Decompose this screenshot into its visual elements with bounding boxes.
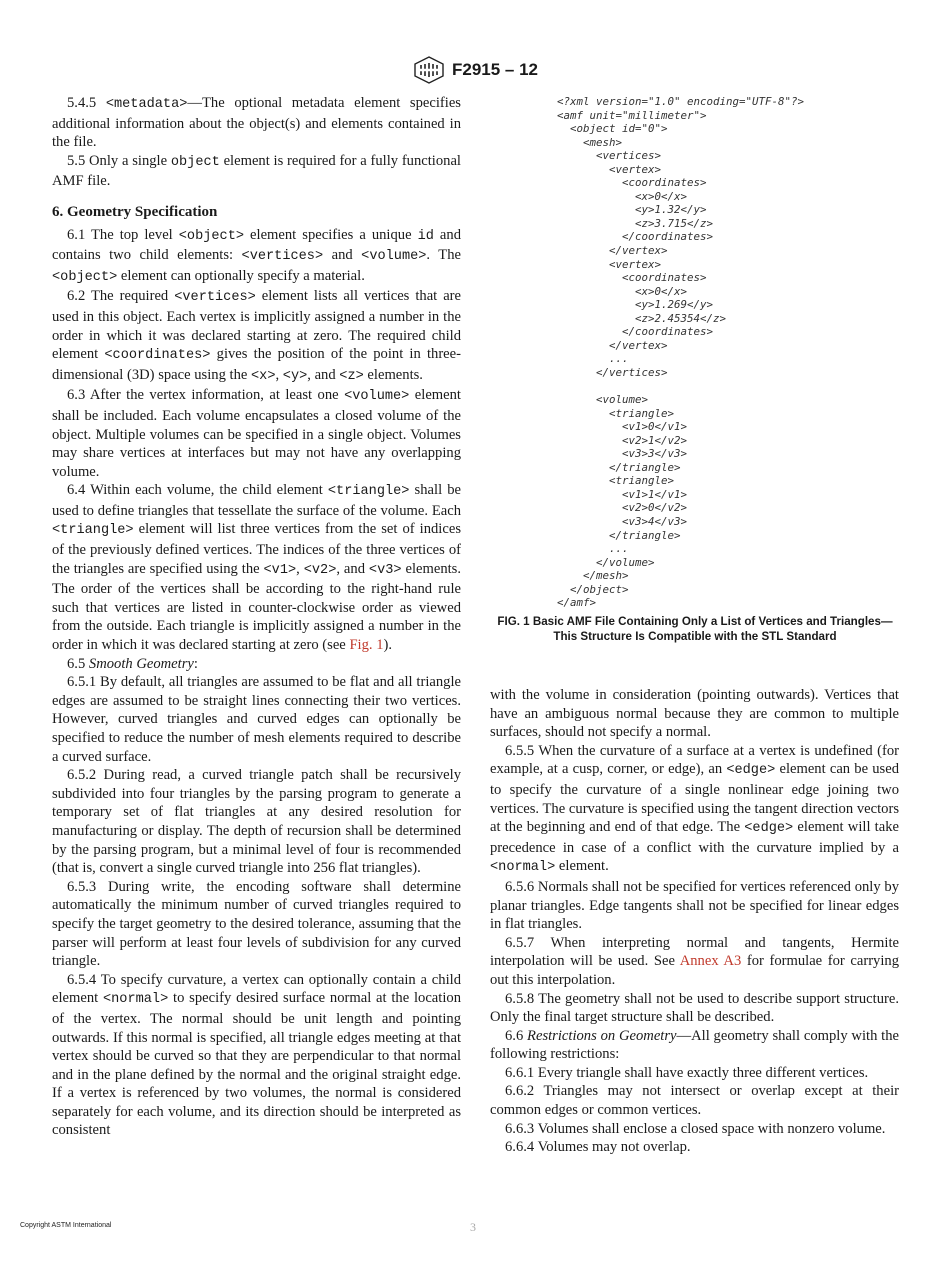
code-line: <v2>1</v2>: [557, 433, 688, 447]
code-line: <v3>3</v3>: [557, 447, 688, 461]
code-line: </amf>: [557, 596, 597, 610]
paragraph-6-5-5: 6.5.5 When the curvature of a surface at a vertex is undefined (for example, at a cusp, corner, or edge), an <edge> element can be used to specify the curvature of a single nonlinear edge joining two vertices. The curvature is specified using the tangent direction vectors at the beginning and end of that edge. The <edge> element will take precedence in case of a conflict with the curvature implied by a <normal> element.: [490, 742, 900, 876]
code-line: <z>3.715</z>: [557, 216, 714, 230]
code-line: <coordinates>: [557, 176, 707, 190]
code-line: </vertices>: [557, 365, 668, 379]
paragraph-6-6-4: 6.6.4 Volumes may not overlap.: [505, 1139, 691, 1156]
code-line: <x>0</x>: [557, 284, 688, 298]
paragraph-6-5-3: 6.5.3 During write, the encoding software shall determine automatically the minimum number of curved triangles required to specify the target geometry to the desired tolerance, assuming that the parser will perform at least four levels of subdivision for any curved triangle.: [52, 878, 461, 970]
code-line: <y>1.269</y>: [557, 298, 714, 312]
code-line: <z>2.45354</z>: [557, 311, 727, 325]
code-line: <triangle>: [557, 474, 675, 488]
paragraph-6-6-1: 6.6.1 Every triangle shall have exactly three different vertices.: [505, 1064, 869, 1081]
code-line: </triangle>: [557, 460, 681, 474]
paragraph-6-5-6: 6.5.6 Normals shall not be specified for vertices referenced only by planar triangles. Edge tangents shall not be specified for linear edges in flat triangles.: [490, 878, 899, 933]
code-line: <object id="0">: [557, 122, 668, 136]
code-line: <coordinates>: [557, 271, 707, 285]
paragraph-6-4: 6.4 Within each volume, the child element <triangle> shall be used to define triangles that tessellate the surface of the volume. Each <triangle> element will list three vertices from the set of indices of the previously defined vertices. The indices of the three vertices of the triangles are specified using the <v1>, <v2>, and <v3> elements. The order of the vertices shall be according to the right-hand rule such that vertices are listed in counter-clockwise order as viewed from the outside. Each triangle is implicitly assigned a number in the order in which it was declared starting at zero (see Fig. 1).: [52, 482, 461, 654]
paragraph-6-2: 6.2 The required <vertices> element lists all vertices that are used in this object. Each vertex is implicitly assigned a number in the order in which it was declared starting at zero. The required child element <coordinates> gives the position of the point in three-dimensional (3D) space using the <x>, <y>, and <z> elements.: [52, 288, 462, 384]
code-line: <vertices>: [557, 149, 662, 163]
code-line: [557, 379, 917, 393]
code-line: </coordinates>: [557, 230, 714, 244]
section-heading-6: 6. Geometry Specification: [52, 203, 218, 220]
code-line: <v1>1</v1>: [557, 487, 688, 501]
code-line: <v3>4</v3>: [557, 514, 688, 528]
code-line: </triangle>: [557, 528, 681, 542]
left-column: [52, 94, 461, 1140]
paragraph-6-5-7: 6.5.7 When interpreting normal and tangents, Hermite interpolation will be used. See Annex A3 for formulae for carrying out this interpolation.: [490, 934, 899, 988]
code-line: <v1>0</v1>: [557, 420, 688, 434]
paragraph-6-6: 6.6 Restrictions on Geometry—All geometry shall comply with the following restrictions:: [490, 1027, 899, 1063]
figure-caption: FIG. 1 Basic AMF File Containing Only a List of Vertices and Triangles—This Structure Is Compatible with the STL Standard: [497, 615, 893, 643]
document-title: F2915 – 12: [451, 60, 538, 79]
paragraph-6-6-3: 6.6.3 Volumes shall enclose a closed space with nonzero volume.: [505, 1120, 886, 1137]
code-line: </vertex>: [557, 244, 668, 258]
code-line: <?xml version="1.0" encoding="UTF-8"?>: [557, 95, 805, 108]
right-column: [490, 686, 899, 1157]
code-line: </vertex>: [557, 338, 668, 352]
paragraph-6-5-1: 6.5.1 By default, all triangles are assumed to be flat and all triangle edges are assumed to be straight lines connecting their two vertices. However, curved triangles and curved edges can optionally be specified to reduce the number of mesh elements required to describe a curved surface.: [52, 674, 461, 765]
code-line: <amf unit="millimeter">: [557, 108, 707, 122]
code-line: </mesh>: [557, 569, 629, 583]
paragraph-6-5: 6.5 Smooth Geometry:: [67, 655, 198, 672]
code-line: <triangle>: [557, 406, 675, 420]
code-line: <y>1.32</y>: [557, 203, 707, 217]
page-number: 3: [470, 1220, 476, 1234]
code-line: <v2>0</v2>: [557, 501, 688, 515]
code-line: <vertex>: [557, 257, 662, 271]
paragraph-6-3: 6.3 After the vertex information, at least one <volume> element shall be included. Each volume encapsulates a closed volume of the object. Multiple volumes can be specified in a single object. Volumes may share vertices at interfaces but may not have any overlapping volume.: [52, 387, 461, 480]
copyright-notice: Copyright ASTM International: [20, 1222, 112, 1229]
paragraph-6-5-8: 6.5.8 The geometry shall not be used to describe support structure. Only the final target structure shall be described.: [490, 990, 899, 1026]
code-line: <x>0</x>: [557, 189, 688, 203]
page-header: [0, 56, 950, 84]
code-line: </coordinates>: [557, 325, 714, 339]
code-line: ...: [557, 352, 629, 366]
astm-logo-icon: [412, 56, 446, 84]
code-line: <vertex>: [557, 162, 662, 176]
fig-1-link[interactable]: Fig. 1: [349, 637, 384, 654]
code-line: ...: [557, 542, 629, 556]
annex-a3-link[interactable]: Annex A3: [679, 953, 742, 970]
paragraph-6-1: 6.1 The top level <object> element specifies a unique id and contains two child elements: <vertices> and <volume>. The <object> element can optionally specify a material.: [52, 226, 461, 285]
paragraph-6-6-2: 6.6.2 Triangles may not intersect or overlap except at their common edges or common vertices.: [490, 1083, 899, 1119]
paragraph-6-5-4-continued: with the volume in consideration (pointing outwards). Vertices that have an ambiguous normal because they are common to multiple surfaces, should not specify a normal.: [490, 687, 899, 741]
paragraph-5-5: 5.5 Only a single object element is required for a fully functional AMF file.: [52, 152, 461, 190]
code-line: <mesh>: [557, 135, 623, 149]
paragraph-6-5-2: 6.5.2 During read, a curved triangle patch shall be recursively subdivided into four triangles by the parsing program to generate a temporary set of flat triangles at any desired resolution for manufacturing or display. The depth of recursion shall be determined by the parsing program, but a minimal level of four is recommended (that is, convert a single curved triangle into 256 flat triangles).: [52, 767, 461, 877]
paragraph-6-5-4: 6.5.4 To specify curvature, a vertex can optionally contain a child element <normal> to specify desired surface normal at the location of the vertex. The normal should be unit length and pointing outwards. If this normal is specified, all triangle edges meeting at that vertex should be curved so that they are perpendicular to that normal and in the plane defined by the normal and the original straight edge. If a vertex is referenced by two volumes, the normal is considered separately for each volume, and its direction should be interpreted as consistent: [52, 971, 461, 1139]
amf-xml-code-listing: [557, 95, 917, 610]
code-line: </object>: [557, 582, 629, 596]
code-line: <volume>: [557, 393, 649, 407]
paragraph-5-4-5: 5.4.5 <metadata>—The optional metadata element specifies additional information about the object(s) and elements contained in the file.: [52, 95, 461, 151]
code-line: </volume>: [557, 555, 655, 569]
